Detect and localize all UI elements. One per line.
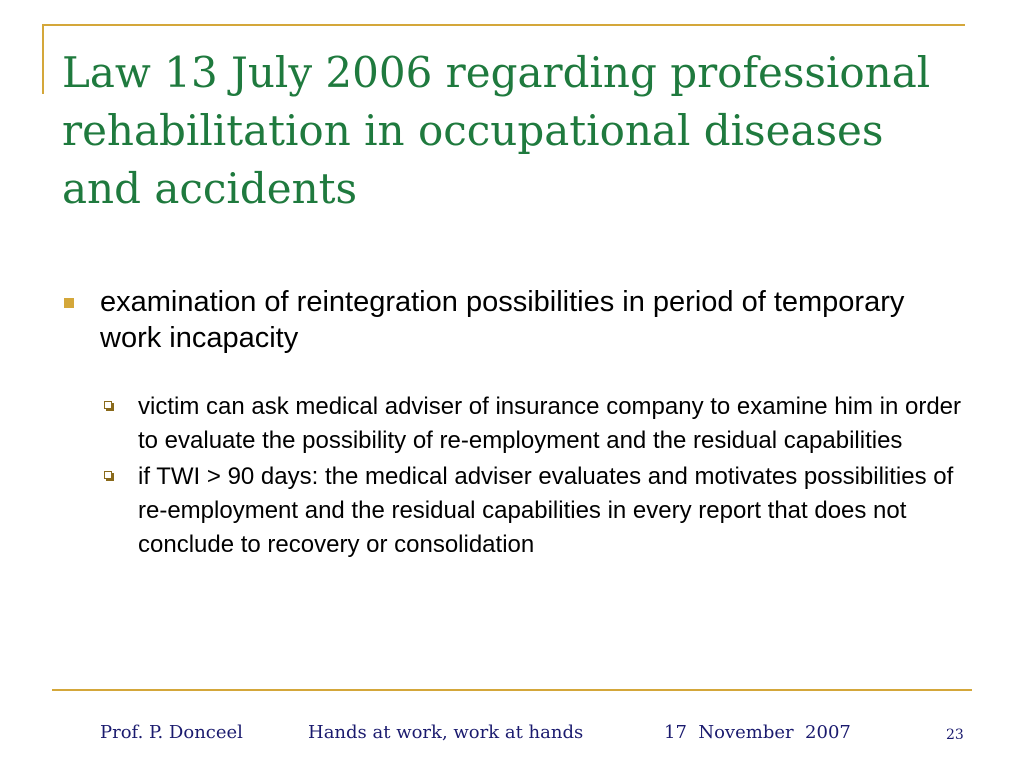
sub-bullet-list bbox=[60, 390, 965, 562]
footer-date: 17 November 2007 bbox=[664, 722, 851, 743]
box-bullet-icon bbox=[104, 401, 112, 409]
page-number: 23 bbox=[946, 727, 964, 743]
sub-bullet-item bbox=[60, 390, 965, 458]
footer-author: Prof. P. Donceel bbox=[100, 722, 243, 743]
footer bbox=[0, 718, 1024, 748]
box-bullet-icon bbox=[104, 471, 112, 479]
sub-bullet-item bbox=[60, 460, 965, 562]
slide-content bbox=[60, 284, 965, 564]
footer-event: Hands at work, work at hands bbox=[308, 722, 584, 743]
sub-bullet-text: victim can ask medical adviser of insurance company to examine him in order to evaluate the possibility of re-employment and the residual capabilities bbox=[138, 393, 962, 454]
bullet-item bbox=[60, 284, 965, 356]
left-accent-line bbox=[42, 24, 44, 94]
slide-title: Law 13 July 2006 regarding professional rehabilitation in occupational diseases and accidents bbox=[62, 48, 931, 213]
sub-bullet-text: if TWI > 90 days: the medical adviser evaluates and motivates possibilities of re-employment and the residual capabilities in every report that does not conclude to recovery or consolidation bbox=[138, 463, 954, 558]
bullet-text: examination of reintegration possibilities in period of temporary work incapacity bbox=[100, 286, 905, 354]
top-divider bbox=[42, 24, 965, 26]
footer-divider bbox=[52, 689, 972, 691]
square-bullet-icon bbox=[64, 298, 74, 308]
